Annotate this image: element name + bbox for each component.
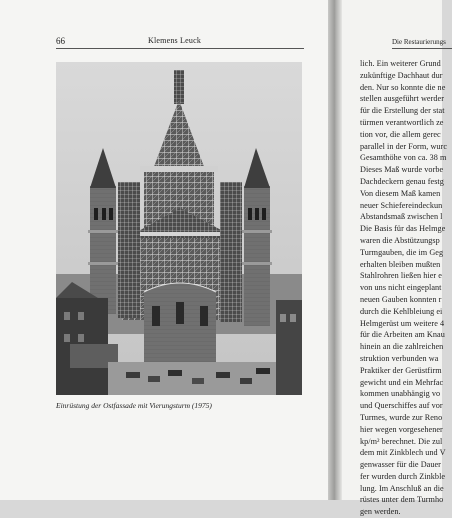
body-text-line: zukünftige Dachhaut dur <box>360 70 443 80</box>
body-text-line: kommen unabhängig vo <box>360 389 441 399</box>
body-text-line: fer wurden durch Zinkble <box>360 471 446 481</box>
body-text-line: waren die Abstützungsp <box>360 235 440 245</box>
body-text-line: struktion verbunden wa <box>360 353 439 363</box>
body-text-line: hinein an die zahlreichen <box>360 342 444 352</box>
body-text-line: neuer Schiefereindeckun <box>360 200 443 210</box>
body-text-line: Die Basis für das Helmge <box>360 224 446 234</box>
body-text-line: Gesamthöhe von ca. 38 m <box>360 153 447 163</box>
body-text-line: Praktiker der Gerüstfirm <box>360 365 442 375</box>
body-text-line: gewicht und ein Mehrfac <box>360 377 444 387</box>
running-head-right <box>392 38 452 49</box>
body-text-line: Turmes, wurde zur Reno <box>360 412 443 422</box>
body-text-line: und Querschiffes auf vor <box>360 401 443 411</box>
body-text-line: hier wegen vorgesehener <box>360 424 443 434</box>
page-number: 66 <box>56 36 65 46</box>
body-text-line: Dieses Maß wurde vorbe <box>360 165 444 175</box>
body-text-line: Dachdeckern genau festg <box>360 176 444 186</box>
cathedral-photo-illustration <box>56 62 302 395</box>
body-text-line: von uns nicht eingeplant <box>360 283 442 293</box>
body-text-line: für die Erstellung der stat <box>360 106 445 116</box>
body-text-line: lich. Ein weiterer Grund <box>360 59 441 68</box>
body-text-line: den. Nur so konnte die ne <box>360 82 446 92</box>
running-head-author: Klemens Leuck <box>148 36 202 45</box>
body-text-line: für die Arbeiten am Knau <box>360 330 445 340</box>
body-text-line: kp/m² berechnet. Die zul <box>360 436 443 446</box>
body-text-line: türmen verantwortlich ze <box>360 117 444 127</box>
body-text-line: lung. Im Anschluß an die <box>360 483 444 493</box>
body-text-line: durch die Kehlbleiung ei <box>360 306 443 316</box>
book-gutter <box>328 0 342 500</box>
body-text-line: genwasser für die Dauer <box>360 460 441 470</box>
right-page <box>342 0 448 517</box>
body-text-line: gen werden. <box>360 507 401 517</box>
body-text-line: erhalten bleiben mußten <box>360 259 441 269</box>
body-text-line: rüstes unter dem Turmho <box>360 495 444 505</box>
body-text-line: Abstandsmaß zwischen l <box>360 212 443 222</box>
cathedral-photo <box>56 62 302 395</box>
body-text-line: Turmgauben, die im Geg <box>360 247 444 257</box>
figure-caption: Einrüstung der Ostfassade mit Vierungsturm (1975) <box>56 401 212 410</box>
body-text-line: tion vor, die allem gerec <box>360 129 441 139</box>
body-text-line: Helmgerüst um weitere 4 <box>360 318 445 328</box>
body-text-line: Von diesem Maß kamen <box>360 188 441 198</box>
body-text-line: parallel in der Form, wurc <box>360 141 448 151</box>
body-text <box>360 58 450 518</box>
body-text-line: Stahlrohren ließen hier e <box>360 271 442 281</box>
body-text-line: dem mit Zinkblech und V <box>360 448 446 458</box>
body-text-line: stellen ausgeführt werder <box>360 94 445 104</box>
body-text-line: neuen Gauben konnten r <box>360 294 442 304</box>
running-head-chapter: Die Restaurierungs <box>392 38 446 46</box>
running-head-left <box>56 36 304 49</box>
